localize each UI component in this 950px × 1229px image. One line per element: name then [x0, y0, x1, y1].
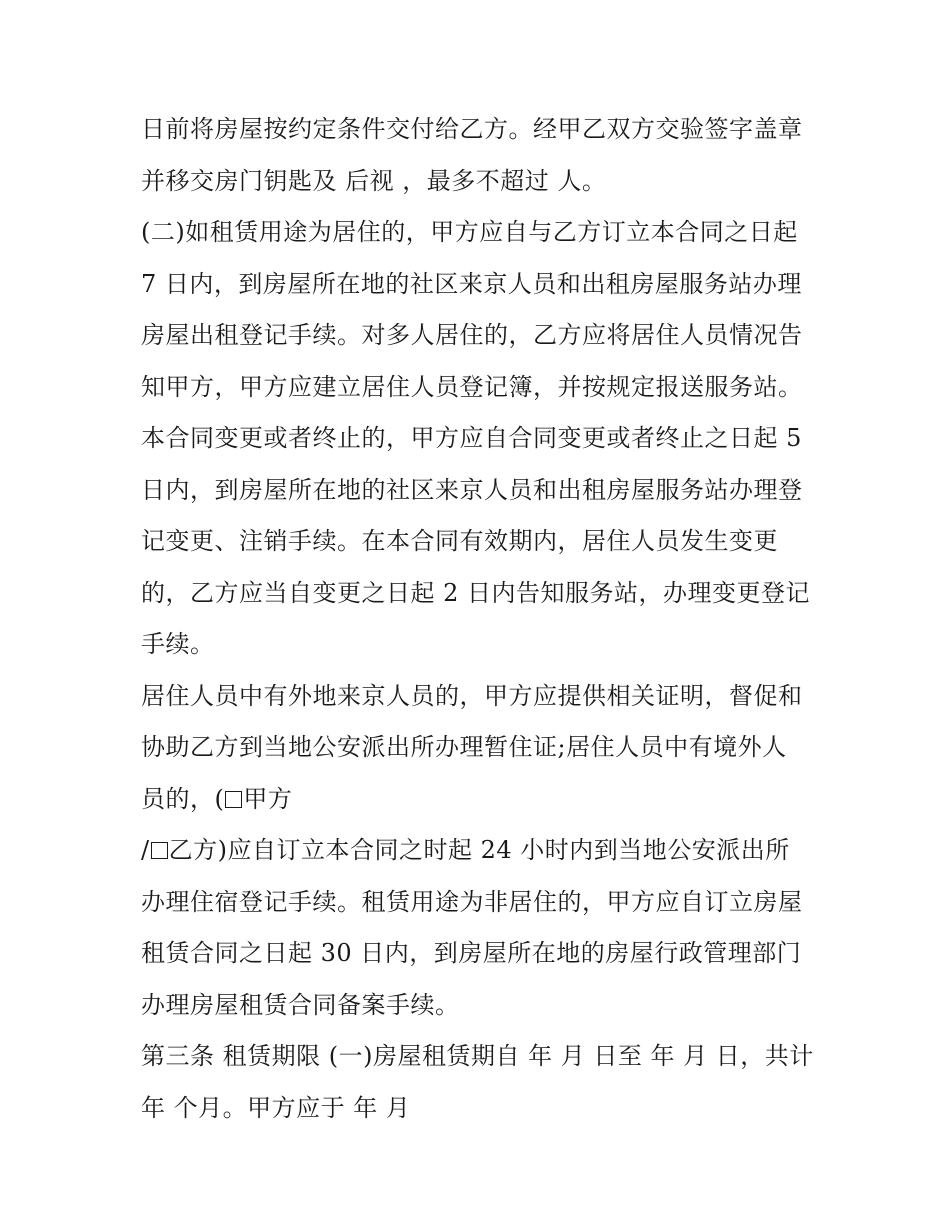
text-line: 房屋出租登记手续。对多人居住的，乙方应将居住人员情况告 — [141, 321, 803, 349]
text-segment: 员的，( — [141, 784, 225, 813]
text-line: 协助乙方到当地公安派出所办理暂住证;居住人员中有境外人 — [141, 733, 787, 761]
text-line: 记变更、注销手续。在本合同有效期内，居住人员发生变更 — [141, 527, 778, 555]
text-line: 办理住宿登记手续。租赁用途为非居住的，甲方应自订立房屋 — [141, 887, 803, 916]
text-segment: 乙方)应自订立本合同之时起 24 小时内到当地公安派出所 — [168, 836, 790, 864]
checkbox-text-line — [141, 825, 821, 877]
text-line: 年 个月。甲方应于 年 月 — [141, 1093, 411, 1122]
text-line: 日内，到房屋所在地的社区来京人员和出租房屋服务站办理登 — [141, 475, 803, 504]
text-line: 办理房屋租赁合同备案手续。 — [141, 990, 460, 1019]
text-line: 日前将房屋按约定条件交付给乙方。经甲乙双方交验签字盖章 — [141, 115, 803, 143]
text-line: 知甲方，甲方应建立居住人员登记簿，并按规定报送服务站。 — [141, 372, 803, 401]
contract-body-text — [141, 104, 821, 1134]
text-line: 本合同变更或者终止的，甲方应自合同变更或者终止之日起 5 — [141, 424, 802, 452]
checkbox-text-line — [141, 774, 821, 826]
text-line: 租赁合同之日起 30 日内，到房屋所在地的房屋行政管理部门 — [141, 939, 802, 967]
text-segment: 甲方 — [243, 784, 293, 813]
party-a-checkbox[interactable] — [225, 791, 242, 808]
text-segment: / — [141, 836, 150, 864]
text-line: 第三条 租赁期限 (一)房屋租赁期自 年 月 日至 年 月 日，共计 — [141, 1042, 814, 1070]
party-b-checkbox[interactable] — [151, 842, 168, 859]
text-line: 7 日内，到房屋所在地的社区来京人员和出租房屋服务站办理 — [141, 269, 802, 298]
text-line: 手续。 — [141, 630, 215, 658]
text-line: 并移交房门钥匙及 后视 ，最多不超过 人。 — [141, 166, 607, 195]
text-line: (二)如租赁用途为居住的，甲方应自与乙方订立本合同之日起 — [141, 218, 798, 246]
text-line: 居住人员中有外地来京人员的，甲方应提供相关证明，督促和 — [141, 681, 803, 710]
text-line: 的，乙方应当自变更之日起 2 日内告知服务站，办理变更登记 — [141, 578, 811, 607]
